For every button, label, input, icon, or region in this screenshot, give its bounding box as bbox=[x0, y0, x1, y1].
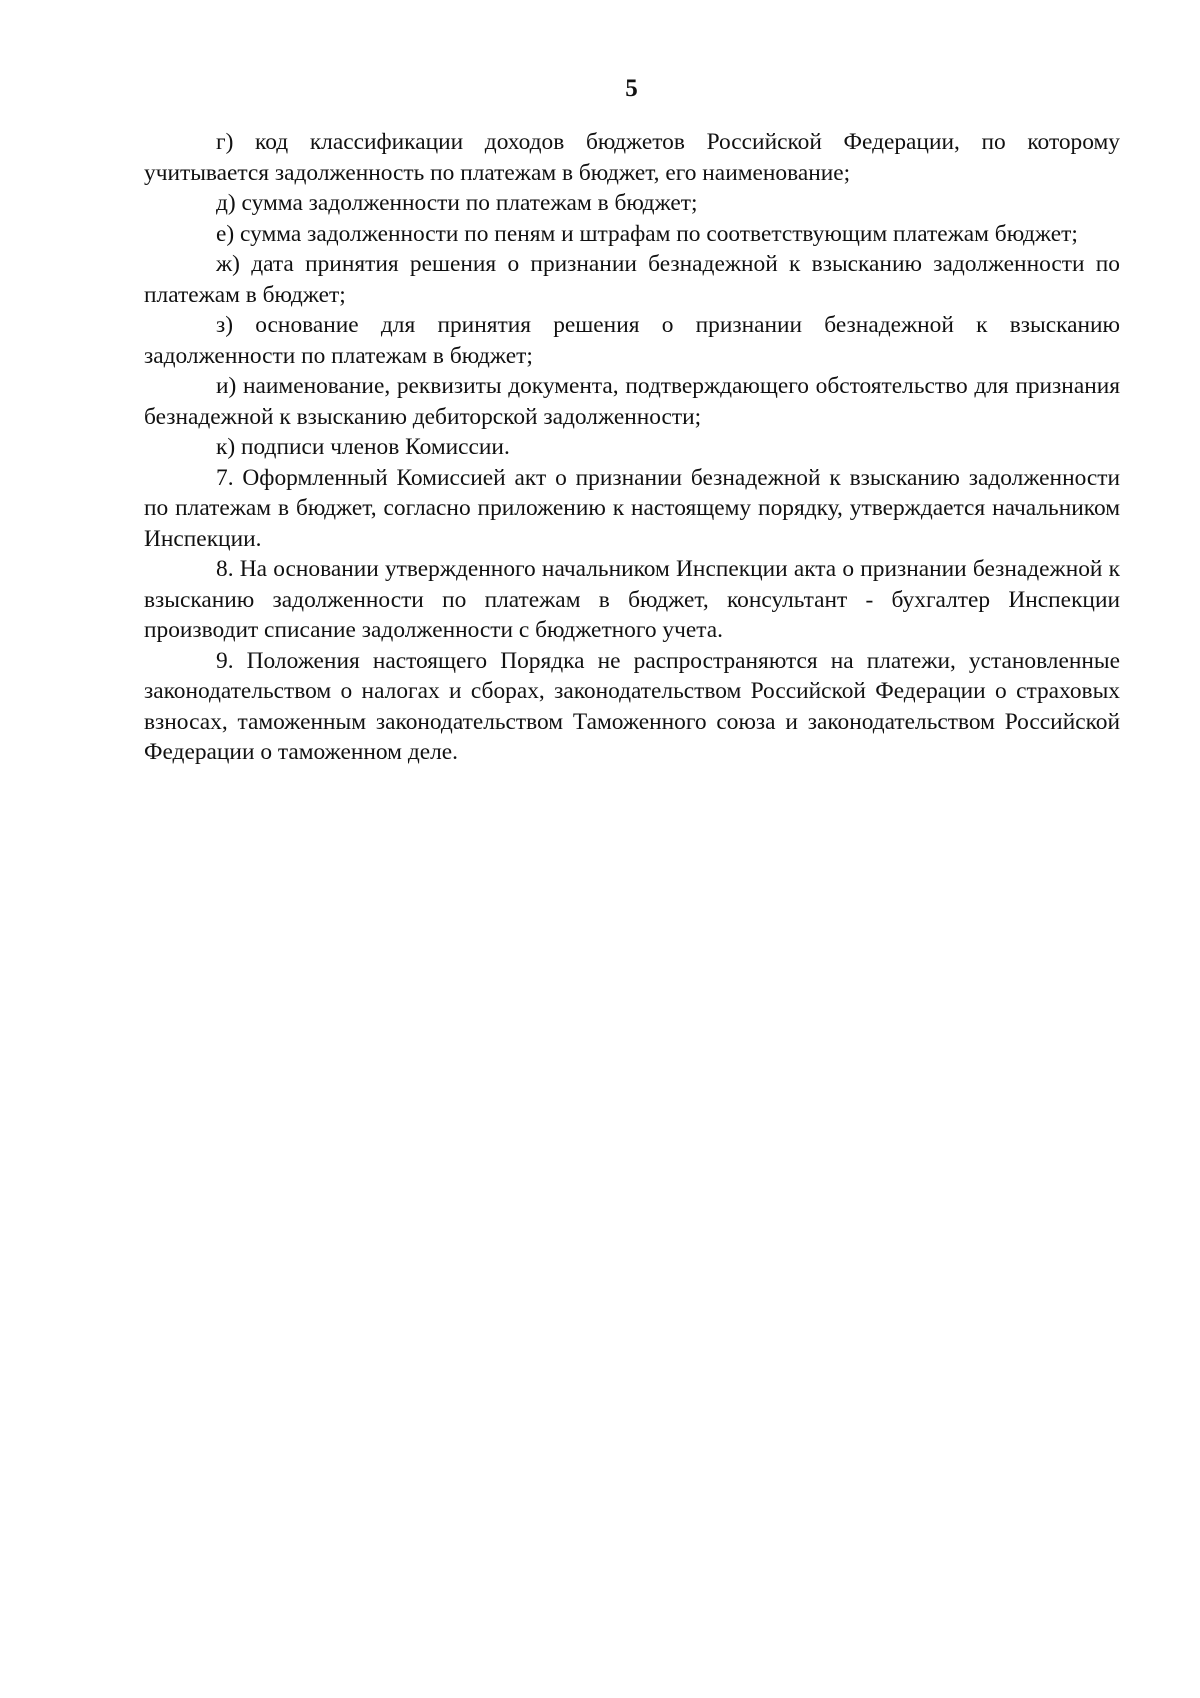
paragraph-item-g: г) код классификации доходов бюджетов Российской Федерации, по которому учитывается задолженность по платежам в бюджет, его наименование; bbox=[144, 129, 1120, 186]
paragraph-section-8: 8. На основании утвержденного начальником Инспекции акта о признании безнадежной к взысканию задолженности по платежам в бюджет, консультант - бухгалтер Инспекции производит списание задолженности с бюджетного учета. bbox=[144, 556, 1120, 643]
paragraph-item-d: д) сумма задолженности по платежам в бюджет; bbox=[216, 190, 698, 216]
page-number: 5 bbox=[625, 75, 638, 102]
paragraph-section-7: 7. Оформленный Комиссией акт о признании безнадежной к взысканию задолженности по платежам в бюджет, согласно приложению к настоящему порядку, утверждается начальником Инспекции. bbox=[144, 464, 1120, 552]
paragraph-section-9: 9. Положения настоящего Порядка не распространяются на платежи, установленные законодательством о налогах и сборах, законодательством Российской Федерации о страховых взносах, таможенным законодательством Таможенного союза и законодательством Российской Федерации о таможенном деле. bbox=[144, 647, 1120, 765]
document-body bbox=[144, 127, 1120, 768]
paragraph-item-e: е) сумма задолженности по пеням и штрафам по соответствующим платежам бюджет; bbox=[216, 220, 1078, 247]
paragraph-item-z: з) основание для принятия решения о признании безнадежной к взысканию задолженности по платежам в бюджет; bbox=[144, 312, 1120, 369]
paragraph-item-k: к) подписи членов Комиссии. bbox=[216, 434, 510, 460]
paragraph-item-zh: ж) дата принятия решения о признании безнадежной к взысканию задолженности по платежам в бюджет; bbox=[144, 251, 1120, 308]
paragraph-item-i: и) наименование, реквизиты документа, подтверждающего обстоятельство для признания безнадежной к взысканию дебиторской задолженности; bbox=[144, 373, 1120, 430]
